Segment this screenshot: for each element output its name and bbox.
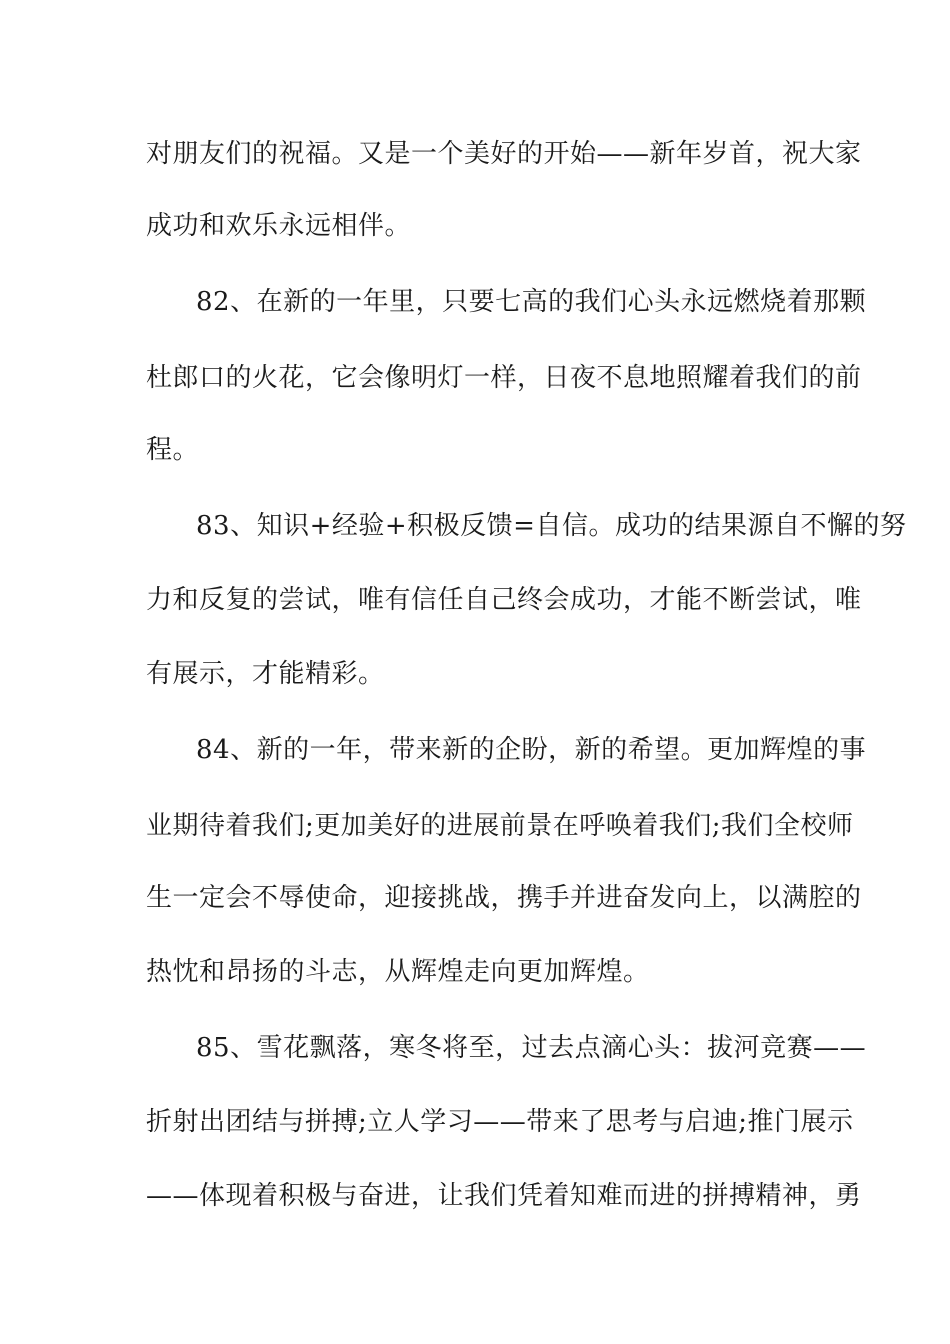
text-line: ——体现着积极与奋进，让我们凭着知难而进的拼搏精神，勇 — [146, 1181, 862, 1211]
text-line: 生一定会不辱使命，迎接挑战，携手并进奋发向上，以满腔的 — [146, 883, 862, 913]
text-line: 折射出团结与拼搏;立人学习——带来了思考与启迪;推门展示 — [146, 1107, 854, 1137]
text-line: 对朋友们的祝福。又是一个美好的开始——新年岁首，祝大家 — [146, 139, 862, 169]
text-line: 程。 — [146, 435, 200, 465]
paragraph-85-line: 85、雪花飘落，寒冬将至，过去点滴心头：拔河竞赛—— — [196, 1033, 867, 1063]
text-line: 业期待着我们;更加美好的进展前景在呼唤着我们;我们全校师 — [146, 811, 854, 841]
text-line: 热忱和昂扬的斗志，从辉煌走向更加辉煌。 — [146, 957, 650, 987]
paragraph-84-line: 84、新的一年，带来新的企盼，新的希望。更加辉煌的事 — [196, 735, 867, 765]
paragraph-82-line: 82、在新的一年里，只要七高的我们心头永远燃烧着那颗 — [196, 287, 867, 317]
paragraph-83-line: 83、知识+经验+积极反馈=自信。成功的结果源自不懈的努 — [196, 511, 907, 541]
text-line: 力和反复的尝试，唯有信任自己终会成功，才能不断尝试，唯 — [146, 585, 862, 615]
text-line: 杜郎口的火花，它会像明灯一样，日夜不息地照耀着我们的前 — [146, 363, 862, 393]
text-line: 有展示，才能精彩。 — [146, 659, 385, 689]
text-line: 成功和欢乐永远相伴。 — [146, 211, 412, 241]
